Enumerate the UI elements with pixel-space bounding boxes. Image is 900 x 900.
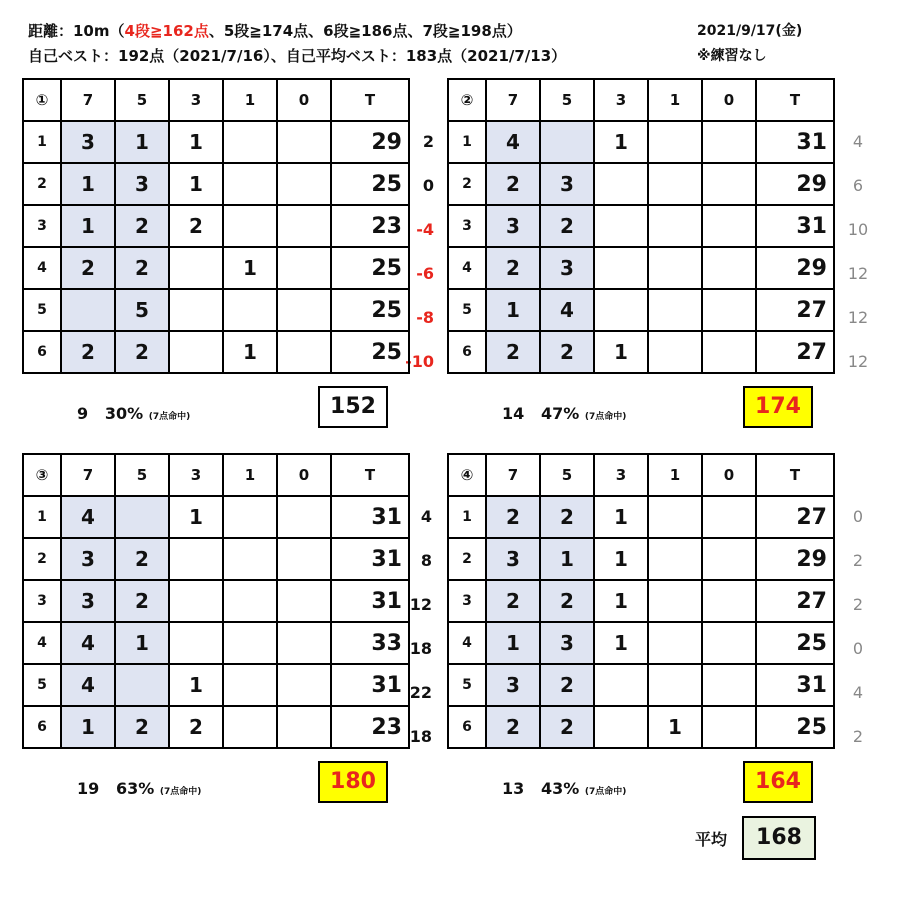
hit-count-5: 2 — [115, 247, 169, 289]
hit-count-1 — [648, 289, 702, 331]
column-header: 3 — [169, 454, 223, 496]
seven-hit-rate: 47% — [540, 404, 580, 423]
hit-count-3 — [594, 289, 648, 331]
diff-from-threshold: 8 — [420, 551, 432, 570]
column-header: 5 — [115, 79, 169, 121]
table-row — [23, 205, 409, 247]
end-total: 31 — [756, 664, 834, 706]
table-row — [448, 331, 834, 373]
end-number: 2 — [23, 163, 61, 205]
hit-count-1 — [648, 331, 702, 373]
end-total: 23 — [331, 205, 409, 247]
table-row — [448, 205, 834, 247]
hit-count-3: 1 — [594, 331, 648, 373]
hit-count-3 — [169, 622, 223, 664]
end-total: 25 — [331, 247, 409, 289]
hit-count-0 — [702, 289, 756, 331]
table-row — [23, 289, 409, 331]
hit-count-5: 1 — [115, 121, 169, 163]
hit-count-3 — [169, 247, 223, 289]
hit-count-7: 1 — [61, 205, 115, 247]
hit-count-7: 2 — [486, 331, 540, 373]
hit-count-1 — [648, 121, 702, 163]
hit-count-1 — [223, 496, 277, 538]
end-total: 33 — [331, 622, 409, 664]
column-header: 7 — [61, 79, 115, 121]
hit-count-0 — [702, 247, 756, 289]
table-row — [23, 496, 409, 538]
end-number: 1 — [448, 496, 486, 538]
diff-from-threshold: 4 — [420, 507, 432, 526]
end-total: 31 — [331, 580, 409, 622]
seven-hit-count: 19 — [77, 779, 100, 798]
end-number: 3 — [23, 580, 61, 622]
hit-count-3 — [594, 247, 648, 289]
round-label: ② — [448, 79, 486, 121]
table-row — [448, 580, 834, 622]
end-total: 25 — [331, 289, 409, 331]
hit-count-3 — [594, 706, 648, 748]
diff-from-threshold: 22 — [409, 683, 432, 702]
hit-count-1 — [648, 205, 702, 247]
column-header: 1 — [648, 454, 702, 496]
end-total: 31 — [756, 121, 834, 163]
end-number: 1 — [23, 496, 61, 538]
hit-count-3 — [169, 580, 223, 622]
end-number: 4 — [23, 247, 61, 289]
hit-count-0 — [702, 538, 756, 580]
hit-count-7: 2 — [486, 496, 540, 538]
hit-count-7: 2 — [486, 706, 540, 748]
column-header: 3 — [169, 79, 223, 121]
hit-count-7: 2 — [486, 580, 540, 622]
rate-note: (7点命中) — [159, 787, 202, 797]
hit-count-7: 2 — [61, 247, 115, 289]
average-value: 168 — [742, 816, 816, 860]
hit-count-5: 2 — [115, 331, 169, 373]
end-total: 29 — [756, 247, 834, 289]
hit-count-1 — [648, 664, 702, 706]
diff-from-threshold: 0 — [422, 176, 434, 195]
hit-count-3 — [594, 163, 648, 205]
seven-hit-rate: 30% — [104, 404, 144, 423]
column-header: 5 — [540, 454, 594, 496]
hit-count-0 — [277, 331, 331, 373]
end-number: 3 — [448, 580, 486, 622]
end-number: 2 — [448, 538, 486, 580]
hit-count-1 — [648, 163, 702, 205]
hit-count-7: 2 — [61, 331, 115, 373]
hit-count-3 — [594, 205, 648, 247]
hit-count-3 — [169, 538, 223, 580]
round-label: ④ — [448, 454, 486, 496]
hit-summary — [502, 404, 626, 423]
hit-count-7: 2 — [486, 163, 540, 205]
hit-count-3 — [169, 289, 223, 331]
end-number: 6 — [23, 706, 61, 748]
hit-count-0 — [702, 163, 756, 205]
hit-count-1: 1 — [223, 331, 277, 373]
hit-count-1: 1 — [223, 247, 277, 289]
rate-note: (7点命中) — [584, 412, 627, 422]
hit-count-5: 2 — [540, 205, 594, 247]
table-row — [23, 664, 409, 706]
table-row — [23, 706, 409, 748]
hit-count-0 — [702, 205, 756, 247]
score-table-2 — [447, 78, 835, 374]
hit-count-5: 3 — [540, 247, 594, 289]
hit-count-0 — [277, 289, 331, 331]
hit-count-5: 2 — [540, 331, 594, 373]
hit-count-5: 5 — [115, 289, 169, 331]
hit-count-7: 1 — [486, 622, 540, 664]
end-number: 6 — [448, 331, 486, 373]
hit-count-5: 2 — [540, 580, 594, 622]
hit-count-7: 3 — [61, 538, 115, 580]
distance-line — [28, 20, 522, 41]
hit-count-5: 1 — [115, 622, 169, 664]
hit-count-0 — [277, 496, 331, 538]
hit-count-0 — [702, 496, 756, 538]
grade-thresholds: 、5段≧174点、6段≧186点、7段≧198点） — [208, 22, 522, 40]
hit-count-5: 1 — [540, 538, 594, 580]
hit-count-7: 1 — [486, 289, 540, 331]
hit-count-7: 1 — [61, 706, 115, 748]
end-number: 6 — [448, 706, 486, 748]
end-number: 4 — [448, 247, 486, 289]
column-header: 0 — [277, 79, 331, 121]
hit-count-0 — [277, 580, 331, 622]
end-total: 29 — [756, 538, 834, 580]
end-total: 31 — [331, 664, 409, 706]
hit-count-5: 2 — [115, 706, 169, 748]
hit-count-1 — [648, 496, 702, 538]
diff-from-threshold: 2 — [852, 595, 864, 614]
seven-hit-rate: 63% — [115, 779, 155, 798]
column-header: 1 — [223, 454, 277, 496]
hit-count-7: 4 — [61, 622, 115, 664]
round-total: 174 — [743, 386, 813, 428]
column-header: 7 — [61, 454, 115, 496]
hit-count-0 — [277, 538, 331, 580]
end-number: 3 — [23, 205, 61, 247]
hit-count-7: 3 — [61, 121, 115, 163]
hit-count-1 — [223, 289, 277, 331]
hit-count-0 — [277, 664, 331, 706]
diff-from-threshold: 12 — [847, 308, 869, 327]
end-total: 27 — [756, 289, 834, 331]
hit-count-5: 3 — [115, 163, 169, 205]
hit-count-3: 1 — [169, 496, 223, 538]
column-header: T — [756, 79, 834, 121]
table-row — [23, 163, 409, 205]
end-total: 27 — [756, 331, 834, 373]
diff-from-threshold: 18 — [409, 727, 432, 746]
hit-count-5: 3 — [540, 163, 594, 205]
end-number: 6 — [23, 331, 61, 373]
hit-summary — [77, 404, 190, 423]
round-total: 164 — [743, 761, 813, 803]
hit-count-1 — [223, 664, 277, 706]
column-header: T — [756, 454, 834, 496]
hit-count-5: 2 — [115, 205, 169, 247]
date: 2021/9/17(金) — [697, 23, 803, 39]
hit-count-1 — [648, 580, 702, 622]
hit-count-1 — [223, 121, 277, 163]
table-row — [448, 289, 834, 331]
end-number: 5 — [23, 664, 61, 706]
hit-count-7: 2 — [486, 247, 540, 289]
seven-hit-rate: 43% — [540, 779, 580, 798]
diff-from-threshold: 0 — [852, 639, 864, 658]
table-row — [23, 538, 409, 580]
hit-count-1: 1 — [648, 706, 702, 748]
end-total: 25 — [331, 331, 409, 373]
hit-count-5: 2 — [115, 538, 169, 580]
hit-count-0 — [277, 121, 331, 163]
diff-from-threshold: 10 — [847, 220, 869, 239]
hit-count-1 — [648, 538, 702, 580]
hit-count-5 — [115, 664, 169, 706]
hit-count-7 — [61, 289, 115, 331]
hit-count-7: 3 — [61, 580, 115, 622]
column-header: 7 — [486, 454, 540, 496]
diff-from-threshold: 0 — [852, 507, 864, 526]
end-number: 5 — [448, 289, 486, 331]
column-header: 5 — [115, 454, 169, 496]
column-header: 0 — [702, 454, 756, 496]
table-row — [448, 121, 834, 163]
hit-count-3 — [594, 664, 648, 706]
end-total: 23 — [331, 706, 409, 748]
table-row — [448, 664, 834, 706]
hit-count-0 — [277, 205, 331, 247]
hit-summary — [502, 779, 626, 798]
hit-count-3: 1 — [594, 622, 648, 664]
diff-from-threshold: 6 — [852, 176, 864, 195]
end-number: 4 — [448, 622, 486, 664]
end-total: 25 — [756, 622, 834, 664]
column-header: 0 — [277, 454, 331, 496]
distance-label: 距離：10m（ — [28, 22, 125, 40]
score-table-4 — [447, 453, 835, 749]
hit-count-0 — [702, 580, 756, 622]
diff-from-threshold: 2 — [852, 727, 864, 746]
column-header: T — [331, 79, 409, 121]
hit-count-5: 4 — [540, 289, 594, 331]
diff-from-threshold: 2 — [852, 551, 864, 570]
score-table-1 — [22, 78, 410, 374]
table-row — [23, 622, 409, 664]
seven-hit-count: 14 — [502, 404, 525, 423]
round-total: 152 — [318, 386, 388, 428]
round-label: ① — [23, 79, 61, 121]
hit-count-3: 2 — [169, 205, 223, 247]
hit-count-0 — [277, 247, 331, 289]
hit-count-7: 4 — [486, 121, 540, 163]
column-header: 1 — [648, 79, 702, 121]
hit-count-3: 2 — [169, 706, 223, 748]
grade4-threshold: 4段≧162点 — [124, 22, 209, 40]
hit-count-3 — [169, 331, 223, 373]
end-total: 25 — [756, 706, 834, 748]
table-row — [448, 163, 834, 205]
table-row — [23, 121, 409, 163]
hit-count-0 — [277, 706, 331, 748]
table-row — [448, 622, 834, 664]
diff-from-threshold: 12 — [847, 352, 869, 371]
hit-count-3: 1 — [594, 580, 648, 622]
hit-count-1 — [648, 622, 702, 664]
table-row — [23, 580, 409, 622]
hit-count-5: 2 — [540, 664, 594, 706]
round-total: 180 — [318, 761, 388, 803]
hit-count-3: 1 — [169, 121, 223, 163]
hit-count-0 — [702, 664, 756, 706]
column-header: 5 — [540, 79, 594, 121]
hit-count-5: 2 — [540, 706, 594, 748]
hit-count-7: 4 — [61, 496, 115, 538]
diff-from-threshold: 12 — [409, 595, 432, 614]
hit-count-3: 1 — [169, 163, 223, 205]
hit-count-1 — [223, 163, 277, 205]
hit-count-3: 1 — [594, 121, 648, 163]
score-table-3 — [22, 453, 410, 749]
hit-count-0 — [702, 121, 756, 163]
table-row — [448, 706, 834, 748]
personal-best-line: 自己ベスト：192点（2021/7/16）、自己平均ベスト：183点（2021/7/13） — [28, 47, 567, 65]
rate-note: (7点命中) — [584, 787, 627, 797]
end-total: 31 — [331, 538, 409, 580]
hit-count-7: 3 — [486, 205, 540, 247]
diff-from-threshold: 4 — [852, 132, 864, 151]
hit-count-3: 1 — [169, 664, 223, 706]
hit-count-0 — [702, 706, 756, 748]
hit-count-1 — [223, 706, 277, 748]
hit-count-1 — [223, 205, 277, 247]
hit-count-7: 4 — [61, 664, 115, 706]
hit-count-1 — [223, 580, 277, 622]
end-total: 29 — [331, 121, 409, 163]
table-row — [448, 247, 834, 289]
table-row — [448, 496, 834, 538]
hit-summary — [77, 779, 201, 798]
end-total: 25 — [331, 163, 409, 205]
hit-count-3: 1 — [594, 538, 648, 580]
end-number: 1 — [448, 121, 486, 163]
end-total: 27 — [756, 496, 834, 538]
hit-count-1 — [223, 622, 277, 664]
table-row — [448, 538, 834, 580]
hit-count-7: 1 — [61, 163, 115, 205]
hit-count-5 — [115, 496, 169, 538]
diff-from-threshold: -8 — [416, 308, 434, 327]
seven-hit-count: 13 — [502, 779, 525, 798]
diff-from-threshold: 2 — [422, 132, 434, 151]
diff-from-threshold: -4 — [416, 220, 434, 239]
end-number: 5 — [23, 289, 61, 331]
hit-count-0 — [277, 163, 331, 205]
hit-count-1 — [223, 538, 277, 580]
hit-count-7: 3 — [486, 538, 540, 580]
table-row — [23, 247, 409, 289]
column-header: 7 — [486, 79, 540, 121]
end-total: 29 — [756, 163, 834, 205]
end-number: 4 — [23, 622, 61, 664]
end-total: 27 — [756, 580, 834, 622]
diff-from-threshold: -6 — [416, 264, 434, 283]
end-number: 3 — [448, 205, 486, 247]
average-label: 平均 — [695, 830, 728, 849]
diff-from-threshold: 12 — [847, 264, 869, 283]
column-header: 3 — [594, 79, 648, 121]
end-number: 2 — [448, 163, 486, 205]
seven-hit-count: 9 — [77, 404, 89, 423]
hit-count-5: 3 — [540, 622, 594, 664]
end-number: 1 — [23, 121, 61, 163]
hit-count-0 — [702, 331, 756, 373]
diff-from-threshold: 4 — [852, 683, 864, 702]
hit-count-3: 1 — [594, 496, 648, 538]
diff-from-threshold: -10 — [405, 352, 434, 371]
column-header: 0 — [702, 79, 756, 121]
column-header: T — [331, 454, 409, 496]
hit-count-7: 3 — [486, 664, 540, 706]
hit-count-1 — [648, 247, 702, 289]
hit-count-0 — [277, 622, 331, 664]
rate-note: (7点命中) — [148, 412, 191, 422]
practice-note: ※練習なし — [697, 48, 767, 64]
hit-count-5: 2 — [115, 580, 169, 622]
diff-from-threshold: 18 — [409, 639, 432, 658]
column-header: 3 — [594, 454, 648, 496]
end-number: 2 — [23, 538, 61, 580]
round-label: ③ — [23, 454, 61, 496]
end-total: 31 — [331, 496, 409, 538]
hit-count-0 — [702, 622, 756, 664]
hit-count-5: 2 — [540, 496, 594, 538]
hit-count-5 — [540, 121, 594, 163]
end-total: 31 — [756, 205, 834, 247]
table-row — [23, 331, 409, 373]
column-header: 1 — [223, 79, 277, 121]
end-number: 5 — [448, 664, 486, 706]
